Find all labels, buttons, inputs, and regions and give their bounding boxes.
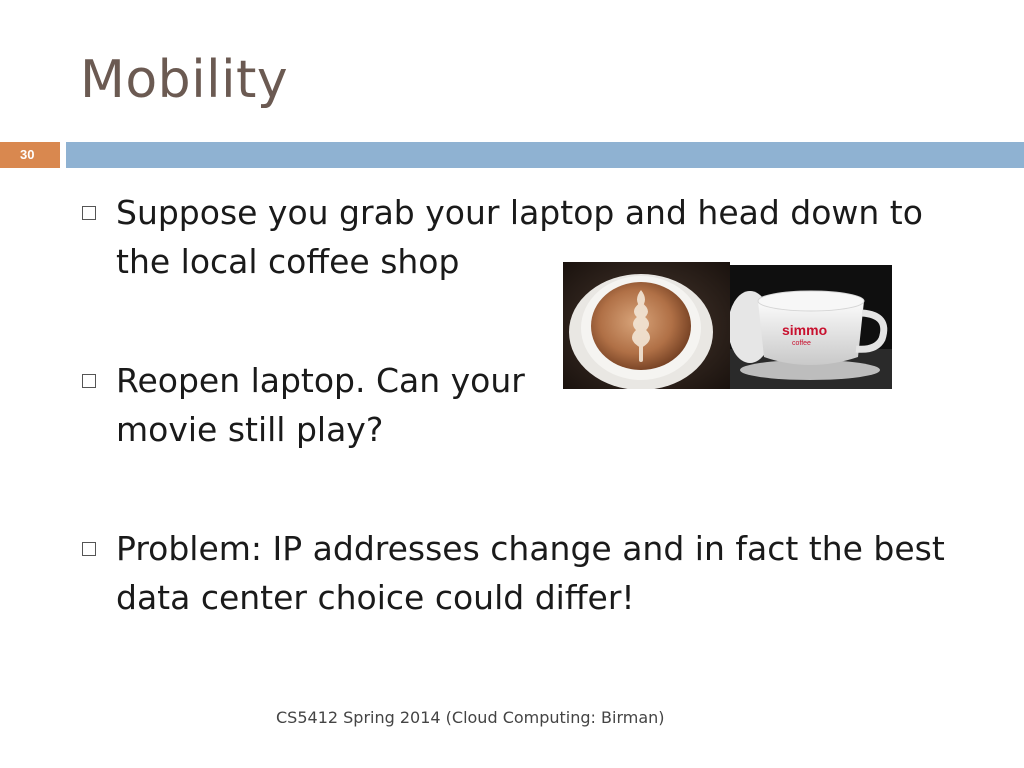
bullet-text-1: Suppose you grab your laptop and head down to the local coffee shop [116, 193, 923, 281]
cup-sub-text: coffee [792, 340, 811, 347]
page-number-badge: 30 [0, 142, 60, 168]
bullet-marker-icon [82, 374, 96, 388]
header-divider-bar [66, 142, 1024, 168]
bullet-text-3: Problem: IP addresses change and in fact the best data center choice could differ! [116, 529, 945, 617]
latte-art-photo [563, 262, 730, 389]
cup-brand-text: simmo [782, 322, 828, 338]
coffee-cup-illustration [730, 265, 892, 389]
slide-footer: CS5412 Spring 2014 (Cloud Computing: Birman) [276, 708, 665, 727]
slide-title: Mobility [80, 50, 289, 110]
bullet-marker-icon [82, 206, 96, 220]
coffee-cup-photo [730, 265, 892, 389]
bullet-marker-icon [82, 542, 96, 556]
latte-art-illustration [563, 262, 730, 389]
bullet-text-2: Reopen laptop. Can your movie still play? [116, 361, 525, 449]
